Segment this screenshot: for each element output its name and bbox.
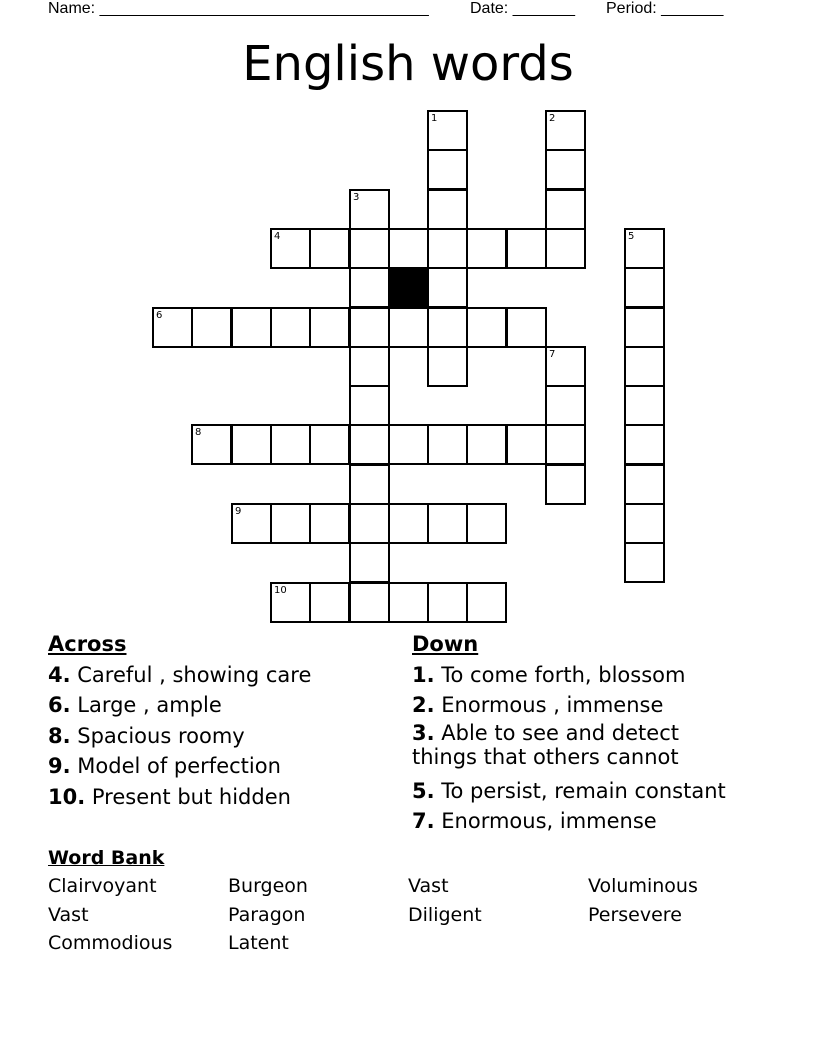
crossword-cell[interactable] [545,149,586,190]
crossword-cell[interactable] [388,582,429,623]
crossword-cell[interactable] [349,385,390,426]
cell-number: 6 [156,310,163,321]
crossword-cell[interactable] [349,503,390,544]
crossword-cell[interactable] [349,189,390,230]
crossword-cell[interactable] [349,267,390,308]
word-bank-item: Paragon [228,904,306,926]
worksheet-header [48,0,768,22]
crossword-cell[interactable] [388,307,429,348]
crossword-cell[interactable] [270,503,311,544]
crossword-cell[interactable] [427,149,468,190]
crossword-cell[interactable] [270,424,311,465]
crossword-cell[interactable] [624,424,665,465]
crossword-cell[interactable] [427,110,468,151]
crossword-cell[interactable] [624,228,665,269]
across-heading: Across [48,632,127,656]
crossword-cell[interactable] [545,385,586,426]
crossword-cell[interactable] [388,503,429,544]
crossword-cell[interactable] [349,346,390,387]
down-clue [412,690,772,721]
word-bank-item: Clairvoyant [48,875,157,897]
crossword-cell[interactable] [349,542,390,583]
clue-number: 7. [412,809,435,833]
cell-number: 10 [274,585,287,596]
crossword-cell[interactable] [231,307,272,348]
crossword-cell[interactable] [427,582,468,623]
crossword-cell[interactable] [466,228,507,269]
word-bank-item: Diligent [408,904,482,926]
crossword-cell[interactable] [624,464,665,505]
crossword-cell[interactable] [427,267,468,308]
clue-text: To come forth, blossom [434,662,686,687]
crossword-cell[interactable] [506,307,547,348]
crossword-cell[interactable] [270,582,311,623]
cell-number: 1 [431,113,438,124]
clue-text: Able to see and detect things that others cannot [412,720,679,769]
clue-text: Spacious roomy [70,723,245,748]
across-clue [48,660,388,691]
crossword-cell[interactable] [191,424,232,465]
crossword-cell[interactable] [545,228,586,269]
crossword-cell[interactable] [506,424,547,465]
crossword-cell[interactable] [545,110,586,151]
crossword-cell[interactable] [427,346,468,387]
crossword-cell[interactable] [624,267,665,308]
cell-number: 2 [549,113,556,124]
clue-number: 5. [412,778,435,803]
crossword-cell[interactable] [349,582,390,623]
clue-text: Large , ample [70,693,222,717]
crossword-cell[interactable] [427,424,468,465]
word-bank-item: Burgeon [228,875,308,897]
across-clue [48,751,388,782]
clue-text: Present but hidden [85,784,291,809]
crossword-cell[interactable] [231,503,272,544]
crossword-cell[interactable] [427,503,468,544]
down-clue [412,660,772,691]
crossword-cell[interactable] [231,424,272,465]
crossword-cell[interactable] [624,346,665,387]
crossword-cell[interactable] [466,503,507,544]
crossword-cell[interactable] [545,464,586,505]
crossword-cell[interactable] [388,228,429,269]
cell-number: 5 [628,231,635,242]
word-bank-item: Persevere [588,904,682,926]
crossword-cell[interactable] [309,424,350,465]
clue-number: 4. [48,662,71,687]
clue-number: 8. [48,723,71,748]
down-clue [412,776,772,807]
crossword-cell[interactable] [309,582,350,623]
crossword-cell[interactable] [466,582,507,623]
crossword-cell[interactable] [270,228,311,269]
crossword-cell[interactable] [388,424,429,465]
clue-text: Enormous , immense [434,693,664,717]
crossword-cell[interactable] [349,464,390,505]
cell-number: 7 [549,349,556,360]
clue-number: 10. [48,784,86,809]
page-title: English words [242,36,574,92]
crossword-cell[interactable] [427,307,468,348]
word-bank-item: Commodious [48,932,173,954]
down-heading: Down [412,632,479,656]
crossword-cell[interactable] [152,307,193,348]
crossword-cell[interactable] [309,307,350,348]
crossword-cell[interactable] [545,424,586,465]
across-clue [48,782,388,813]
crossword-cell[interactable] [427,189,468,230]
date-field-label[interactable]: Date: _______ [470,0,575,17]
crossword-cell[interactable] [624,307,665,348]
cell-number: 8 [195,427,202,438]
cell-number: 9 [235,506,242,517]
word-bank-item: Voluminous [588,875,698,897]
clue-number: 1. [412,662,435,687]
blocked-cell [388,267,429,308]
crossword-cell[interactable] [466,307,507,348]
clue-text: Enormous, immense [434,809,657,833]
down-clue [412,806,772,837]
clue-number: 6. [48,693,71,717]
clue-number: 9. [48,754,71,778]
crossword-cell[interactable] [427,228,468,269]
down-clue [412,721,712,769]
crossword-cell[interactable] [624,542,665,583]
clue-number: 2. [412,693,435,717]
across-clues [48,629,388,812]
crossword-cell[interactable] [545,189,586,230]
cell-number: 4 [274,231,281,242]
down-clues [412,629,772,837]
word-bank-item: Vast [48,904,89,926]
crossword-cell[interactable] [349,228,390,269]
period-field-label[interactable]: Period: _______ [606,0,724,17]
crossword-cell[interactable] [466,424,507,465]
clue-text: To persist, remain constant [434,778,726,803]
crossword-cell[interactable] [545,346,586,387]
across-clue [48,721,388,752]
name-field-label[interactable]: Name: _____________________________________ [48,0,429,17]
crossword-cell[interactable] [191,307,232,348]
clue-text: Model of perfection [70,754,281,778]
crossword-cell[interactable] [270,307,311,348]
crossword-cell[interactable] [349,307,390,348]
cell-number: 3 [353,192,360,203]
clue-number: 3. [412,720,435,745]
crossword-cell[interactable] [309,503,350,544]
crossword-cell[interactable] [309,228,350,269]
crossword-cell[interactable] [624,385,665,426]
across-clue [48,690,388,721]
word-bank-item: Vast [408,875,449,897]
clue-text: Careful , showing care [70,662,312,687]
word-bank-item: Latent [228,932,289,954]
crossword-cell[interactable] [506,228,547,269]
crossword-cell[interactable] [349,424,390,465]
word-bank-heading: Word Bank [48,847,165,869]
crossword-cell[interactable] [624,503,665,544]
